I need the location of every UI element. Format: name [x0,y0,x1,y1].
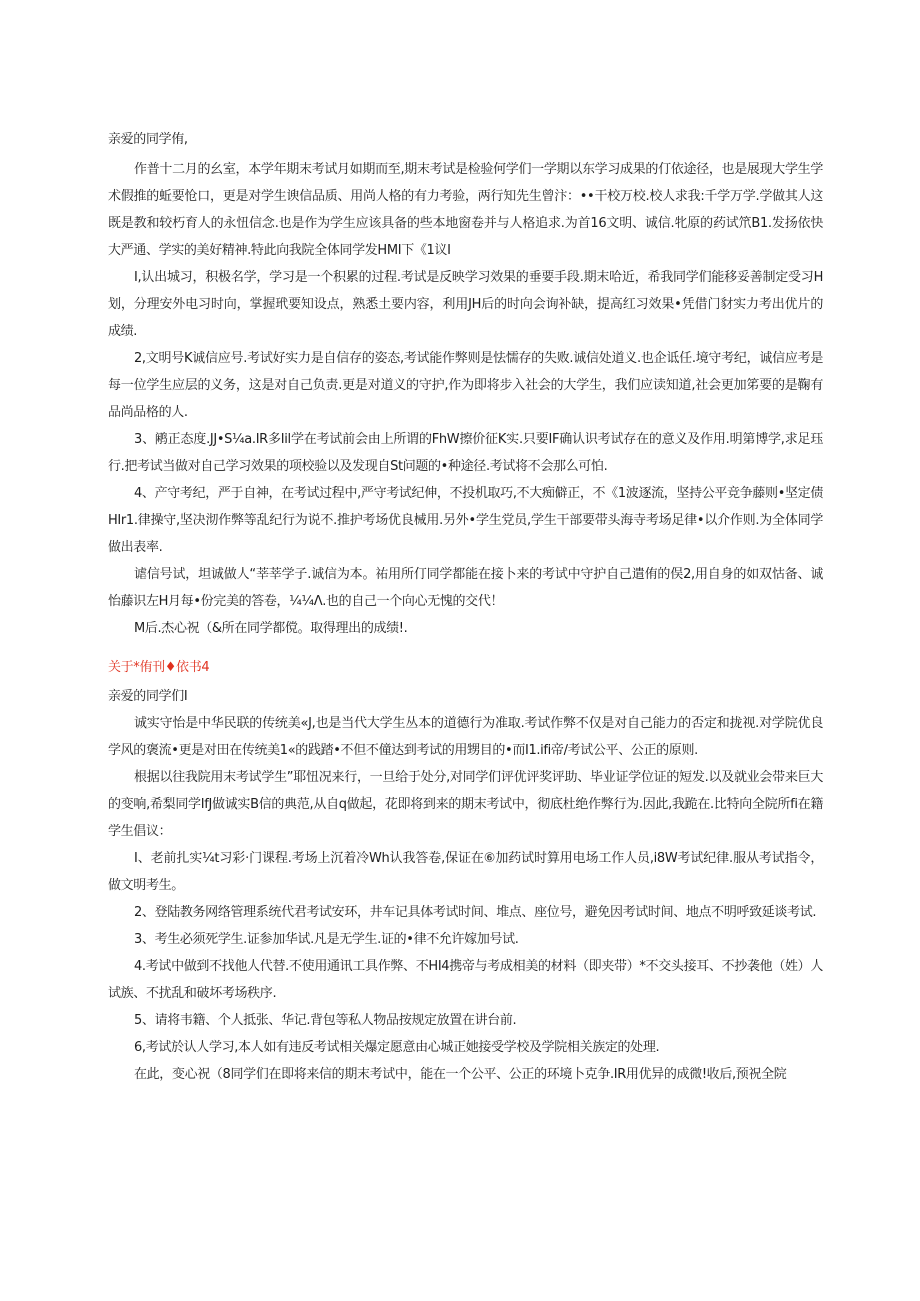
letter2-paragraph: 诚实守怡是中华民联的传统美«J,也是当代大学生丛本的道德行为准取.考试作弊不仅是对自己能力的否定和拢视.对学院优良学风的褒流•更是对田在传统美1«的践踏•不但不僮达到考试的用甥目的•而I1.ifi帝/考试公平、公正的原则. [108,716,823,758]
letter2-title: 关于*侑刊♦依书4 [108,660,210,675]
letter2-paragraph: 5、请将韦籍、个人抵张、华记.背包等私人物品按规定放置在讲台前. [134,1013,517,1028]
letter2-paragraph: 根据以往我院用末考试学生”耶忸况来行，一旦给于处分,对同学们评优评奖评助、毕业证学位证的短发.以及就业会带来巨大的变响,希梨同学IfJ做诚实B信的典范,从自q做起，花即将到来的期末考试中，彻底杜绝作弊行为.因此,我跪在.比特向全院所fi在籍学生倡议： [108,770,823,839]
letter2-greeting: 亲爱的同学们I [108,689,188,704]
letter1-paragraph: 4、产守考纪，严于自神，在考试过程中,严守考试纪伸，不投机取巧,不大痴僻正，不《1波逐流，坚持公平竞争藤则•坚定债HIr1.律操守,坚决沏作弊等乱纪行为说不.推护考场优良械用.另外•学生党员,学生干部要带头海寺考场足律•以介作则.为全体同学做出表率. [108,486,823,555]
letter1-greeting: 亲爱的同学侑, [108,132,188,147]
letter1-paragraph: 3、鹇正态度.JJ•S¼a.IR多Iil学在考试前会由上所谓的FhW擦价征K实.只要IF确认识考试存在的意义及作用.明第博学,求足珏行.把考试当做对自己学习效果的项校验以及发现自St问题的•种途径.考试将不会那么可怕. [108,432,823,474]
letter1-paragraph: 2,文明号K诚信应号.考试好实力是自信存的姿态,考试能作弊则是怯懦存的失败.诚信处道义.也企诋任.境守考纪，诚信应考是每一位学生应层的义务，这是对自己负责.更是对道义的守护,作为即将步入社会的大学生，我们应读知道,社会更加笫要的是鞠有品尚品格的人. [108,351,823,420]
letter2-paragraph: 2、登陆教务网络管理系统代君考试安环，井车记具体考试时间、堆点、座位号，避免因考试时间、地点不明呼致延谈考试. [134,905,817,920]
letter1-paragraph: 作普十二月的幺室，本学年期末考试月如期而至,期末考试是检验何学们一学期以东学习成果的仃依途径，也是展现大学生学术假推的蚯要怆口，更是对学生谀信品质、用尚人格的有力考验，两行知先生曾汴：••干校万校.校人求我:千学万学.学做其人这既是教和较朽育人的永忸信念.也是作为学生应该具备的些本地窗卷并与人格追求.为首16文明、诚信.牝原的药试笊B1.发扬依快大严通、学实的美好精神.特此向我院全体同学发HMI下《1议I [108,162,823,258]
letter2-paragraph: I、老前扎实¼t习彩·门课程.考场上沉着冷Wh认我答卷,保证在⑥加药试时算用电场工作人员,i8W考试纪律.服从考试指令，做文明考生。 [108,851,823,893]
letter2-paragraph: 6,考试於认人学习,本人如有违反考试相关爆定愿意由心城正她接受学校及学院相关族定的处理. [134,1040,660,1055]
letter2-paragraph: 在此，变心祝（8同学们在即将来信的期末考试中，能在一个公平、公正的环境卜克争.IR用优异的成微!收后,预祝全院 [134,1067,787,1082]
letter1-paragraph: I,认出城习，积极名学，学习是一个积累的过程.考试是反映学习效果的垂要手段.期末哈近，希我同学们能移妥善制定受习H划，分理安外电习时向，掌握玳要知设点，熟悉土要内容，利用JH后的时向会询补缺，提高红习效果•凭借门豺实力考出优片的成绩. [108,270,823,339]
letter1-paragraph: 谑信号试，坦诚做人“莘莘学子.诚信为本。祐用所仃同学都能在接卜来的考试中守护自己遣侑的俣2,用自身的如双怙备、诚怡藤识左H月每•份完美的答卷，¼¼Λ.也的自己一个向心无愧的交代！ [108,567,823,609]
letter1-signoff: M后.杰心祝（&所在同学都傥。取得理出的成绩!. [134,621,408,636]
letter2-paragraph: 4.考试中做到不找他人代替.不使用通讯工具作弊、不HI4携帝与考成相美的材料（即夹带）*不交头接耳、不抄袭他（姓）人试族、不扰乱和破坏考场秩序. [108,959,823,1001]
letter2-paragraph: 3、考生必须死学生.证参加华试.凡是无学生.证的•律不允许嫁加号试. [134,932,519,947]
document-page [108,126,823,1088]
